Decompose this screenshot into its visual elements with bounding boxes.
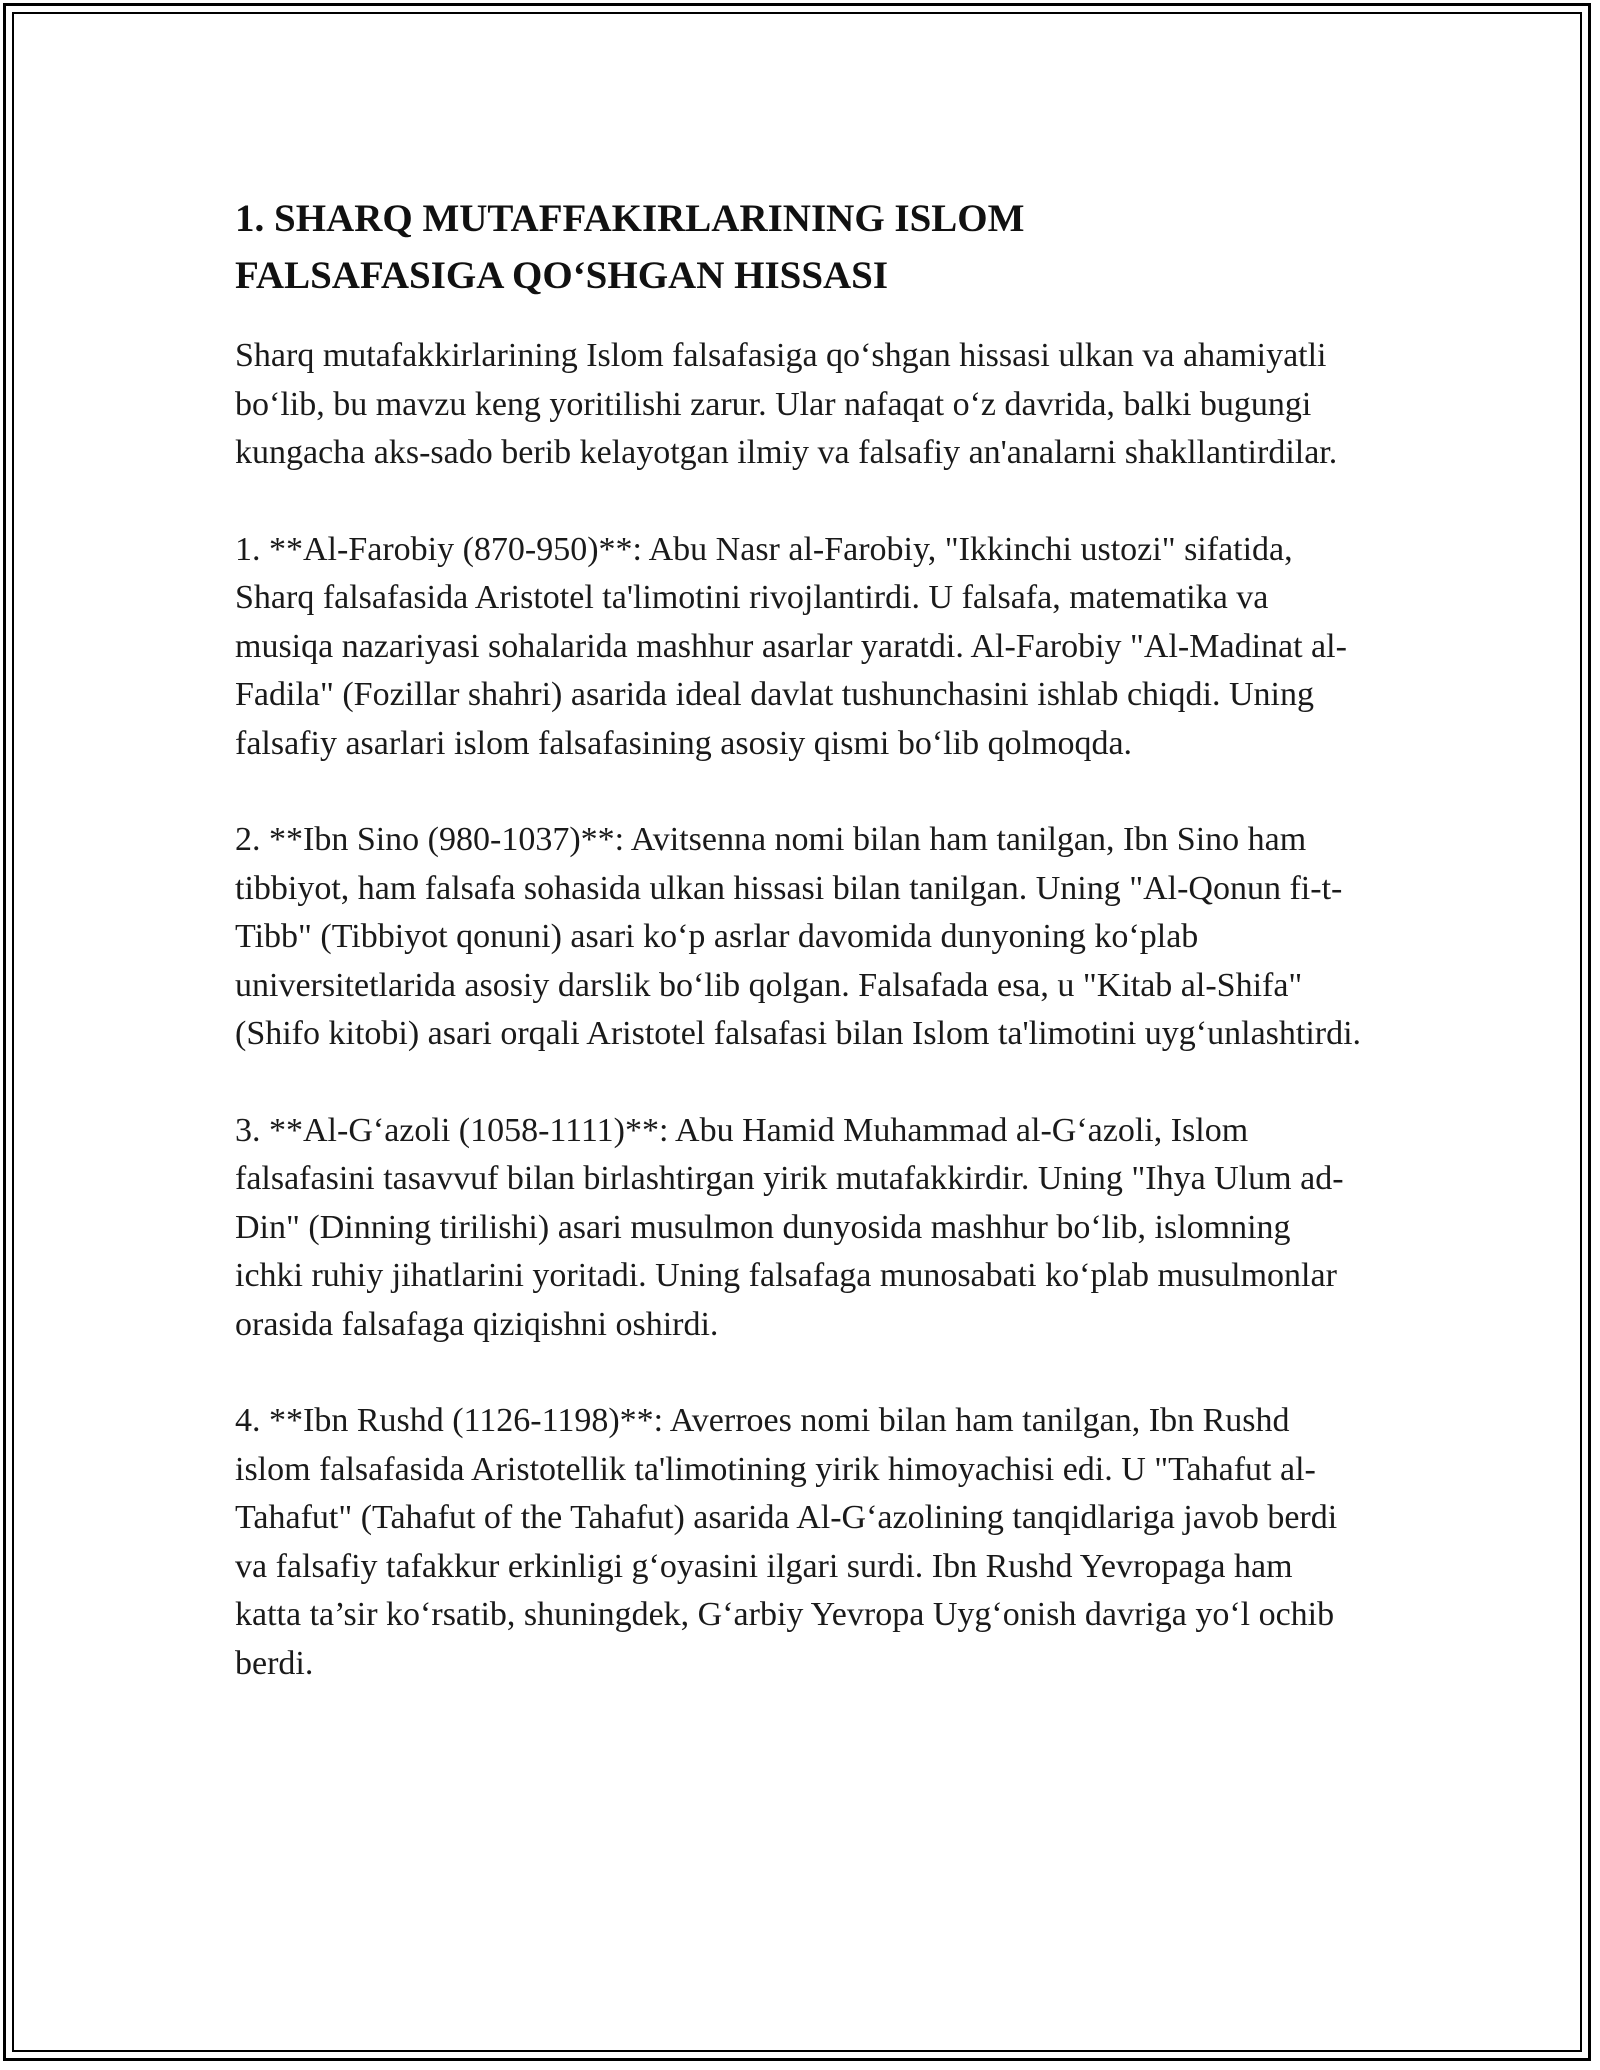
paragraph-ibn-sino: 2. **Ibn Sino (980-1037)**: Avitsenna nomi bilan ham tanilgan, Ibn Sino ham tibbiyot, ham falsafa sohasida ulkan hissasi bilan tanilgan. Uning "Al-Qonun fi-t-Tibb" (Tibbiyot qonuni) asari ko‘p asrlar davomida dunyoning ko‘plab universitetlarida asosiy darslik bo‘lib qolgan. Falsafada esa, u "Kitab al-Shifa" (Shifo kitobi) asari orqali Aristotel falsafasi bilan Islom ta'limotini uyg‘unlashtirdi. xyxy=(235,821,1362,1052)
section-heading xyxy=(235,190,1365,304)
paragraph-ibn-rushd: 4. **Ibn Rushd (1126-1198)**: Averroes nomi bilan ham tanilgan, Ibn Rushd islom falsafasida Aristotellik ta'limotining yirik himoyachisi edi. U "Tahafut al-Tahafut" (Tahafut of the Tahafut) asarida Al-G‘azolining tanqidlariga javob berdi va falsafiy tafakkur erkinligi g‘oyasini ilgari surdi. Ibn Rushd Yevropaga ham katta ta’sir ko‘rsatib, shuningdek, G‘arbiy Yevropa Uyg‘onish davriga yo‘l ochib berdi. xyxy=(235,1402,1338,1682)
intro-paragraph: Sharq mutafakkirlarining Islom falsafasiga qo‘shgan hissasi ulkan va ahamiyatli bo‘lib, bu mavzu keng yoritilishi zarur. Ular nafaqat o‘z davrida, balki bugungi kungacha aks-sado berib kelayotgan ilmiy va falsafiy an'analarni shakllantirdilar. xyxy=(235,337,1338,471)
paragraph-al-farobiy: 1. **Al-Farobiy (870-950)**: Abu Nasr al-Farobiy, "Ikkinchi ustozi" sifatida, Sharq falsafasida Aristotel ta'limotini rivojlantirdi. U falsafa, matematika va musiqa nazariyasi sohalarida mashhur asarlar yaratdi. Al-Farobiy "Al-Madinat al-Fadila" (Fozillar shahri) asarida ideal davlat tushunchasini ishlab chiqdi. Uning falsafiy asarlari islom falsafasining asosiy qismi bo‘lib qolmoqda. xyxy=(235,530,1347,762)
paragraph-al-gazoli: 3. **Al-G‘azoli (1058-1111)**: Abu Hamid Muhammad al-G‘azoli, Islom falsafasini tasavvuf bilan birlashtirgan yirik mutafakkirdir. Uning "Ihya Ulum ad-Din" (Dinning tirilishi) asari musulmon dunyosida mashhur bo‘lib, islomning ichki ruhiy jihatlarini yoritadi. Uning falsafaga munosabati ko‘plab musulmonlar orasida falsafaga qiziqishni oshirdi. xyxy=(235,1111,1344,1343)
document-body xyxy=(235,190,1365,1736)
section-heading-line-1: 1. SHARQ MUTAFFAKIRLARINING ISLOM xyxy=(235,197,1025,240)
section-heading-line-2: FALSAFASIGA QO‘SHGAN HISSASI xyxy=(235,254,889,297)
